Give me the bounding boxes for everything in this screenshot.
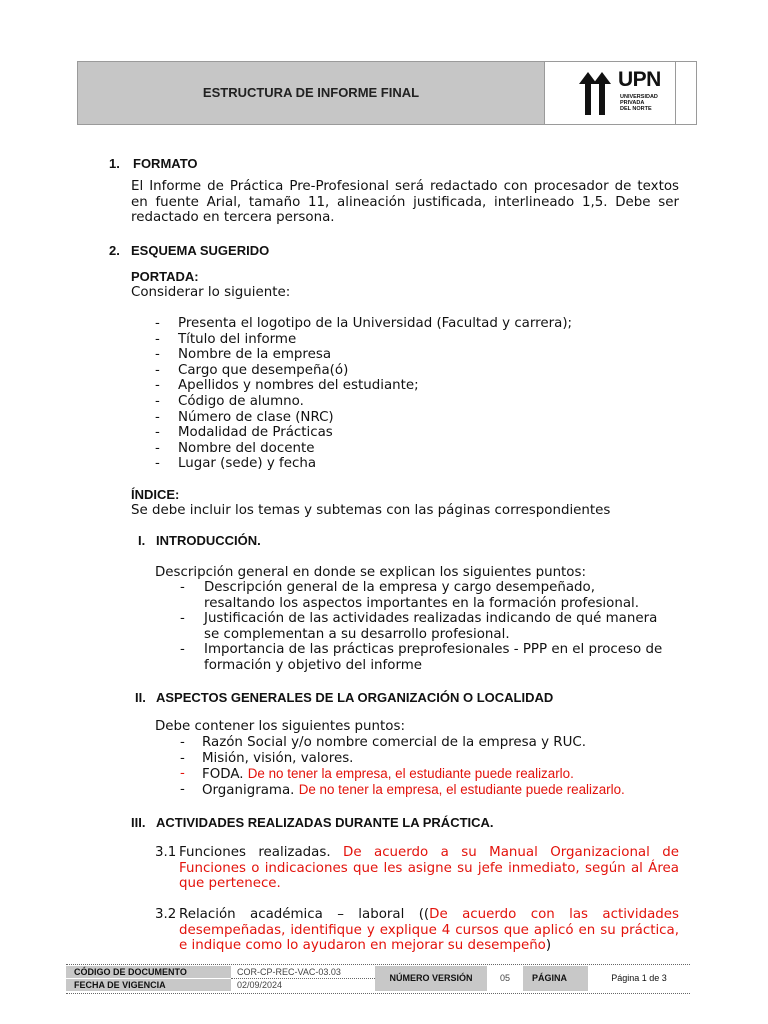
logo-brand: UPN [618, 68, 661, 91]
section-2-title: ESQUEMA SUGERIDO [131, 243, 270, 258]
indice-title: ÍNDICE: [131, 487, 180, 502]
subsection-3-1-number: 3.1 [155, 845, 177, 860]
aspectos-lead: Debe contener los siguientes puntos: [155, 719, 405, 734]
upn-logo [578, 70, 670, 118]
section-1-title: FORMATO [133, 156, 198, 171]
aspectos-title: ASPECTOS GENERALES DE LA ORGANIZACIÓN O LOCALIDAD [156, 690, 554, 705]
pagina-value: Página 1 de 3 [611, 973, 667, 983]
document-footer [66, 964, 690, 994]
intro-number: I. [138, 533, 146, 548]
document-title: ESTRUCTURA DE INFORME FINAL [202, 85, 420, 100]
codigo-value: COR-CP-REC-VAC-03.03 [237, 967, 341, 977]
aspectos-number: II. [135, 690, 146, 705]
subsection-3-1-text: Funciones realizadas. De acuerdo a su Manual Organizacional de Funciones o indicaciones que les asigne su jefe inmediato, según al Área que pertenece. [179, 845, 680, 892]
portada-title: PORTADA: [131, 269, 199, 284]
version-value: 05 [499, 973, 510, 983]
fecha-label: FECHA DE VIGENCIA [74, 980, 166, 990]
footer-row-divider [231, 978, 375, 979]
section-1-paragraph: El Informe de Práctica Pre-Profesional será redactado con procesador de textos en fuente Arial, tamaño 11, alineación justificada, interlineado 1,5. Debe ser redactado en tercera persona. [131, 179, 679, 226]
intro-lead: Descripción general en donde se explican los siguientes puntos: [155, 565, 586, 580]
actividades-number: III. [131, 815, 146, 830]
logo-line-1: UNIVERSIDAD [620, 94, 658, 100]
codigo-label: CÓDIGO DE DOCUMENTO [74, 967, 187, 977]
pagina-label: PÁGINA [532, 973, 568, 983]
upn-arrows-icon [578, 70, 612, 116]
subsection-3-2-number: 3.2 [155, 907, 177, 922]
portada-intro: Considerar lo siguiente: [131, 285, 291, 300]
indice-text: Se debe incluir los temas y subtemas con las páginas correspondientes [131, 503, 611, 518]
header-divider [675, 61, 676, 125]
subsection-3-2-text: Relación académica – laboral ((De acuerdo con las actividades desempeñadas, identifique y explique 4 cursos que aplicó en su práctica, e indique como lo ayudaron en mejorar su desempeño) [179, 907, 679, 954]
actividades-title: ACTIVIDADES REALIZADAS DURANTE LA PRÁCTICA. [156, 815, 494, 830]
section-1-number: 1. [109, 156, 120, 171]
intro-title: INTRODUCCIÓN. [156, 533, 261, 548]
section-2-number: 2. [109, 243, 120, 258]
logo-line-3: DEL NORTE [620, 106, 652, 112]
version-label: NÚMERO VERSIÓN [389, 973, 473, 983]
fecha-value: 02/09/2024 [237, 980, 283, 990]
logo-line-2: PRIVADA [620, 100, 645, 106]
